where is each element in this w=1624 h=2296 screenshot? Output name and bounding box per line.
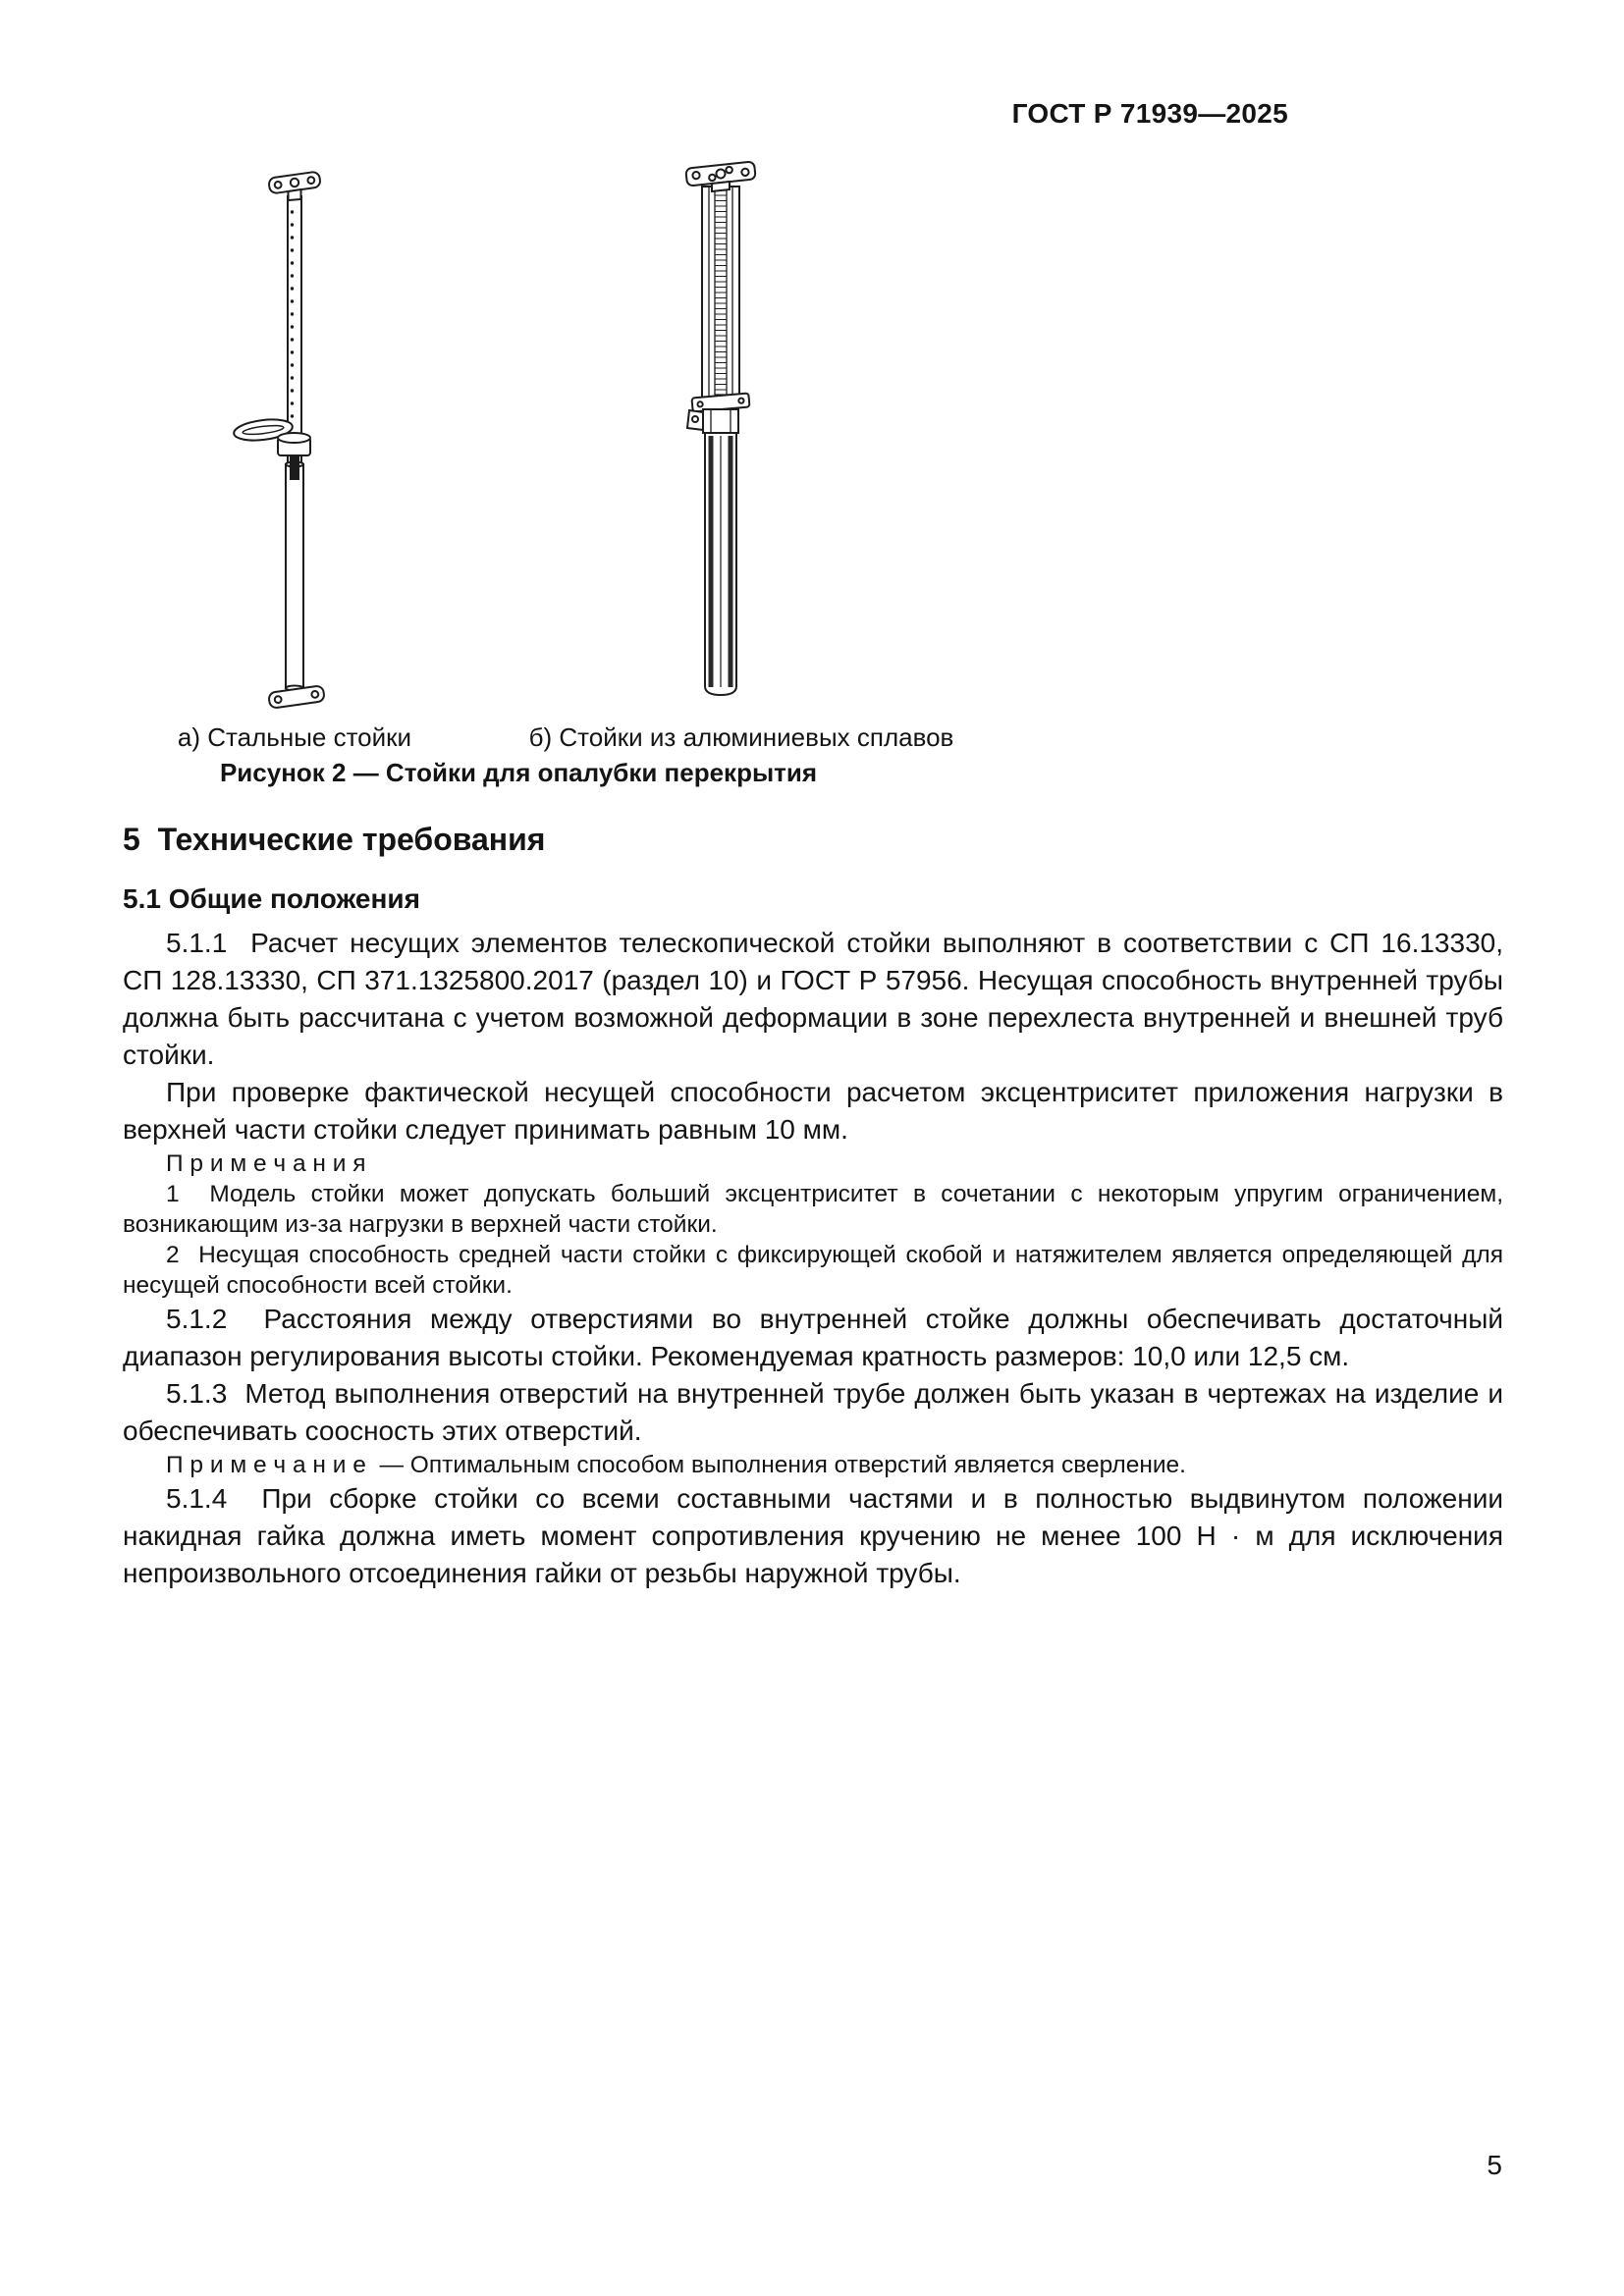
paragraph-5-1-2: 5.1.2 Расстояния между отверстиями во внутренней стойке должны обеспечивать достаточный диапазон регулирования высоты стойки. Рекомендуемая кратность размеров: 10,0 или 12,5 см. <box>123 1304 1503 1371</box>
notes-title: П р и м е ч а н и я <box>166 1150 366 1177</box>
figure-label-b: б) Стойки из алюминиевых сплавов <box>528 722 954 752</box>
aluminum-prop-drawing <box>640 159 807 717</box>
note-3: П р и м е ч а н и е — Оптимальным способом выполнения отверстий является сверление. <box>166 1452 1186 1478</box>
figure-label-a: а) Стальные стойки <box>177 722 412 752</box>
note-1: 1 Модель стойки может допускать больший эксцентриситет в сочетании с некоторым упругим ограничением, возникающим из-за нагрузки в верхней части стойки. <box>123 1181 1503 1238</box>
subsection-title: 5.1 Общие положения <box>123 883 420 914</box>
main-text <box>123 821 1503 1592</box>
steel-prop-drawing <box>218 167 375 715</box>
section-title: 5 Технические требования <box>123 822 546 857</box>
paragraph-5-1-1-b: При проверке фактической несущей способности расчетом эксцентриситет приложения нагрузки в верхней части стойки следует принимать равным 10 мм. <box>123 1077 1503 1145</box>
paragraph-5-1-1-a: 5.1.1 Расчет несущих элементов телескопической стойки выполняют в соответствии с СП 16.13330, СП 128.13330, СП 371.1325800.2017 (раздел 10) и ГОСТ Р 57956. Несущая способность внутренней трубы должна быть рассчитана с учетом возможной деформации в зоне перехлеста внутренней и внешней труб стойки. <box>123 928 1503 1070</box>
doc-number: ГОСТ Р 71939—2025 <box>1011 98 1288 129</box>
page-number: 5 <box>1487 2150 1502 2180</box>
figure-2 <box>0 157 1624 805</box>
paragraph-5-1-3: 5.1.3 Метод выполнения отверстий на внутренней трубе должен быть указан в чертежах на изделие и обеспечивать соосность этих отверстий. <box>123 1378 1503 1446</box>
paragraph-5-1-4: 5.1.4 При сборке стойки со всеми составными частями и в полностью выдвинутом положении накидная гайка должна иметь момент сопротивления кручению не менее 100 Н · м для исключения непроизвольного отсоединения гайки от резьбы наружной трубы. <box>123 1483 1503 1588</box>
figure-caption: Рисунок 2 — Стойки для опалубки перекрытия <box>219 758 818 787</box>
note-2: 2 Несущая способность средней части стойки с фиксирующей скобой и натяжителем является определяющей для несущей способности всей стойки. <box>123 1242 1503 1299</box>
